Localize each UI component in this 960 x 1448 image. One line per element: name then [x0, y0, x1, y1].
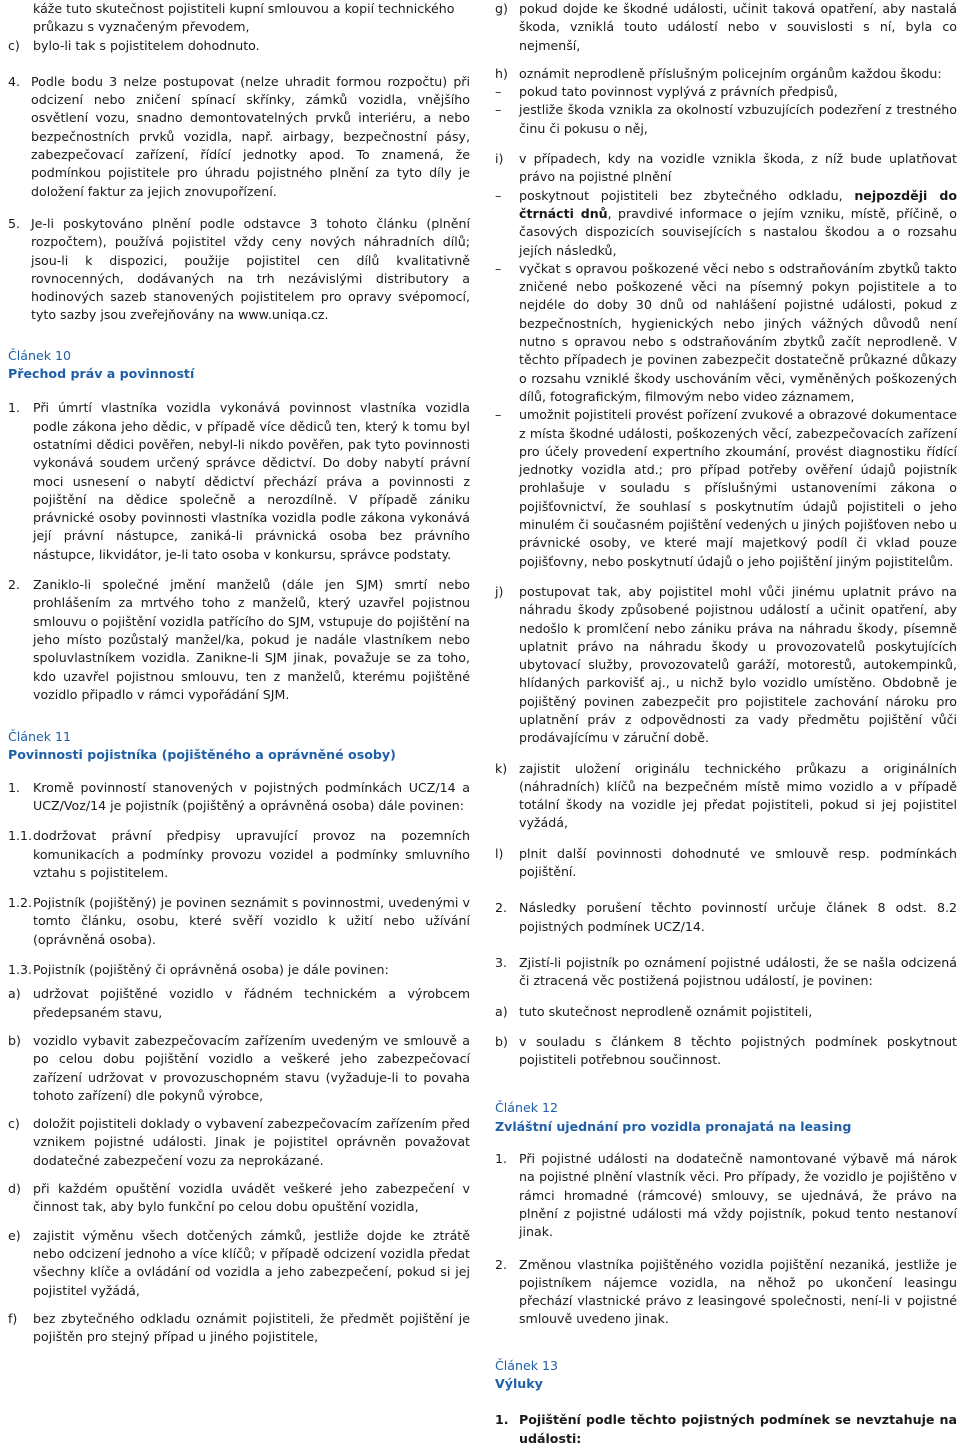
article-11-paragraph-1-2: 1.2. Pojistník (pojištěný) je povinen seznámit s povinnostmi, uvedenými v tomto článku, osobu, které svěří vozidlo k užití nebo užívání (oprávněná osoba). — [8, 895, 470, 947]
list-item: c) bylo-li tak s pojistitelem dohodnuto. — [8, 37, 260, 53]
right-column — [495, 0, 957, 1448]
carryover-text: káže tuto skutečnost pojistiteli kupní smlouvou a kopií technického průkazu s vyznačeným převodem, — [33, 1, 455, 35]
article-11-subtitle: Povinnosti pojistníka (pojištěného a oprávněné osoby) — [8, 747, 396, 763]
list-item: f) bez zbytečného odkladu oznámit pojistiteli, že předmět pojištění je pojištěn pro stejný případ u jiného pojistitele, — [8, 1310, 470, 1345]
list-item: e) zajistit výměnu všech dotčených zámků, jestliže dojde ke ztrátě nebo odcizení jednoho a více klíčů; v případě odcizení vozidla předat všechny klíče a ovládání od vozidla a jeho zabezpečení, pokud si jej pojistitel vyžádá, — [8, 1227, 470, 1298]
article-12-subtitle: Zvláštní ujednání pro vozidla pronajatá na leasing — [495, 1118, 852, 1134]
list-item: j) postupovat tak, aby pojistitel mohl vůči jinému uplatnit právo na náhradu škody způsobené pojistnou událostí a učinit opatření, aby nedošlo k promlčení nebo zániku práva na náhradu škody, písemně uplatnit právo na náhradu škody u provozovatelů poskytujících ubytovací služby, provozovatelů garáží, motorestů, autokempinků, hlídaných parkovišť aj., u nichž bylo vozidlo umístěno. Obdobně je pojištěný povinen zabezpečit pro pojistitele zachování nároku pro uplatnění práv z odpovědnosti za vady předmětu pojištění vůči prodávajícímu v záruční době. — [495, 583, 957, 746]
dash-item: – pokud tato povinnost vyplývá z právních předpisů, — [495, 84, 838, 100]
article-13-subtitle: Výluky — [495, 1376, 543, 1391]
list-item: h) oznámit neprodleně příslušným policejním orgánům každou škodu: — [495, 65, 942, 81]
article-10-paragraph-1: 1. Při úmrtí vlastníka vozidla vykonává povinnost vlastníka vozidla podle zákona jeho dědic, v případě více dědiců ten, který k tomu byl ostatními dědici pověřen, nebyl-li nikdo pověřen, pak tyto povinnosti vykonává soudem určený správce dědictví. Do doby nabytí právní moci usnesení o nabytí dědictví přechází práva a povinnosti z pojištění na dědice společně a nerozdílně. V případě zániku právnické osoby povinnosti vlastníka vozidla podle zákona vykonává její právní nástupce, zaniká-li právnická osoba bez právního nástupce, likvidátor, je-li tato osoba v konkursu, správce podstaty. — [8, 400, 470, 562]
article-12-paragraph-1: 1. Při pojistné události na dodatečně namontované výbavě má nárok na pojistné plnění vlastník věci. Pro případy, že vozidlo je pojištěno v rámci hromadné (rámcové) smlouvy, se ujednává, že právo na plnění z pojistné události má vždy pojistník, pokud tento nestanoví jinak. — [495, 1151, 957, 1240]
list-item: a) udržovat pojištěné vozidlo v řádném technickém a výrobcem předepsaném stavu, — [8, 986, 470, 1020]
paragraph-5: 5. Je-li poskytováno plnění podle odstavce 3 tohoto článku (plnění rozpočtem), používá pojistitel vždy ceny nových náhradních dílů; jsou-li k dispozici, použije pojistitel cen dílů kvalitativně rovnocenných, dodávaných na trh nezávislými distributory a hodinových sazeb stanovených pojistitelem pro opravy svépomocí, tyto sazby jsou zveřejňovány na www.uniqa.cz. — [8, 215, 470, 323]
list-item: k) zajistit uložení originálu technického průkazu a originálních (náhradních) klíčů na bezpečném místě mimo vozidlo a v případě totální škody na vozidle jej předat pojistiteli, pokud si jej pojistitel vyžádá, — [495, 760, 957, 831]
list-item: d) při každém opuštění vozidla uvádět veškeré jeho zabezpečení v činnost tak, aby bylo funkční po celou dobu opuštění vozidla, — [8, 1181, 470, 1215]
article-12-title: Článek 12 — [495, 1100, 559, 1116]
article-13-paragraph-1: 1. Pojištění podle těchto pojistných podmínek se nevztahuje na události: — [495, 1412, 957, 1446]
paragraph-2: 2. Následky porušení těchto povinností určuje článek 8 odst. 8.2 pojistných podmínek UCZ/14. — [495, 900, 957, 934]
left-column — [8, 0, 470, 1346]
paragraph-3: 3. Zjistí-li pojistník po oznámení pojistné události, že se našla odcizená či ztracená věc postižená pojistnou událostí, je povinen: — [495, 954, 957, 989]
dash-item: – vyčkat s opravou poškozené věci nebo s odstraňováním zbytků takto zničené nebo poškozené věci na písemný pokyn pojistitele a to nejdéle do doby 30 dnů od nahlášení pojistné události, pokud z bezpečnostních, hygienických nebo jiných vážných důvodů není nutno s opravou nebo s odstraňováním zbytků začít neprodleně. V těchto případech je povinen zabezpečit dostatečně průkazné důkazy o rozsahu vzniklé škody uschováním věci, vyměněných poškozených dílů, fotografickým, filmovým nebo video záznamem, — [495, 260, 957, 404]
article-10-subtitle: Přechod práv a povinností — [8, 366, 195, 382]
article-12-paragraph-2: 2. Změnou vlastníka pojištěného vozidla pojištění nezaniká, jestliže je pojistníkem nájemce vozidla, na něhož po ukončení leasingu přechází vlastnické právo z leasingové společnosti, není-li v pojistné smlouvě uvedeno jinak. — [495, 1256, 957, 1327]
list-item: c) doložit pojistiteli doklady o vybavení zabezpečovacím zařízením před vznikem pojistné události. Jinak je pojistitel oprávněn považovat dodatečné zabezpečení vozu za neprokázané. — [8, 1116, 470, 1168]
article-11-paragraph-1-3: 1.3. Pojistník (pojištěný či oprávněná osoba) je dále povinen: — [8, 962, 389, 978]
dash-item: – jestliže škoda vznikla za okolností vzbuzujících podezření z trestného činu či pokusu o něj, — [495, 102, 957, 136]
list-item: b) vozidlo vybavit zabezpečovacím zařízením uvedeným ve smlouvě a po celou dobu pojištění vozidlo a veškeré jeho zabezpečovací zařízení udržovat v provozuschopném stavu (vyžaduje-li to povaha tohoto zařízení) dle pokynů výrobce, — [8, 1032, 470, 1103]
article-10-title: Článek 10 — [8, 347, 72, 363]
list-item: g) pokud dojde ke škodné události, učinit taková opatření, aby nastalá škoda, vzniklá touto událostí nebo v souvislosti s ní, byla co nejmenší, — [495, 1, 957, 53]
article-11-title: Článek 11 — [8, 729, 72, 745]
article-13-title: Článek 13 — [495, 1357, 559, 1373]
deadline-emphasis: nejpozději do čtrnácti dnů — [519, 187, 958, 221]
list-item: i) v případech, kdy na vozidle vznikla škoda, z níž bude uplatňovat právo na pojistné plnění — [495, 151, 957, 185]
article-11-duty-list — [8, 985, 470, 1346]
article-11-paragraph-1-1: 1.1. dodržovat právní předpisy upravující provoz na pozemních komunikacích a podmínky provozu vozidel a podmínky smluvního vztahu s pojistitelem. — [8, 828, 470, 880]
list-item: a) tuto skutečnost neprodleně oznámit pojistiteli, — [495, 1003, 813, 1019]
article-11-paragraph-1: 1. Kromě povinností stanovených v pojistných podmínkách UCZ/14 a UCZ/Voz/14 je pojistník (pojištěný a oprávněná osoba) dále povinen: — [8, 779, 470, 813]
list-item: l) plnit další povinnosti dohodnuté ve smlouvě resp. podmínkách pojištění. — [495, 845, 957, 880]
article-10-paragraph-2: 2. Zaniklo-li společné jmění manželů (dále jen SJM) smrtí nebo prohlášením za mrtvého toho z manželů, který uzavřel pojistnou smlouvu o pojištění vozidla patřícího do SJM, vstupuje do pojištění na jeho místo pozůstalý manžel/ka, pokud je nadále vlastníkem nebo spoluvlastníkem vozidla. Zanikne-li SJM jinak, považuje se za toho, kdo uzavřel pojistnou smlouvu, ten z manželů, kterému pojištěné vozidlo připadlo v rámci vypořádání SJM. — [8, 577, 470, 702]
list-item: b) v souladu s článkem 8 těchto pojistných podmínek poskytnout pojistiteli potřebnou součinnost. — [495, 1033, 957, 1068]
dash-item: – poskytnout pojistiteli bez zbytečného odkladu, nejpozději do čtrnácti dnů, pravdivé informace o jejím vzniku, místě, příčině, o časových dispozicích souvisejících s nastalou škodou a o rozsahu jejích následků, — [495, 187, 958, 258]
paragraph-4: 4. Podle bodu 3 nelze postupovat (nelze uhradit formou rozpočtu) při odcizení nebo zničení spínací skřínky, zámků vozidla, vnějšího osvětlení vozu, snadno demontovatelných prvků interiéru, a nebo bezpečnostních prvků vozidla, např. airbagy, bezpečnostní pásy, zabezpečovací zařízení, řídící jednotky apod. To znamená, že podmínkou pojistitele pro úhradu pojistného plnění za tyto díly je doložení faktur za jejich znovupořízení. — [8, 73, 470, 199]
dash-item: – umožnit pojistiteli provést pořízení zvukové a obrazové dokumentace z místa škodné události, poškozených věcí, zabezpečovacích zařízení pro účely provedení expertního zkoumání, provést diagnostiku řídící jednotky vozidla atd.; pro případ potřeby ověření údajů pojistník prohlašuje v souladu s příslušnými ustanoveními zákona o pojišťovnictví, že souhlasí s poskytnutím údajů pojistiteli o jeho minulém či současném pojištění vedených u jiných pojišťoven nebo u právnické osoby, ve které mají majetkový podíl či vklad pouze pojišťovny, nebo poskytnutí údajů o jeho pojištění jiným pojistitelům. — [495, 407, 957, 569]
